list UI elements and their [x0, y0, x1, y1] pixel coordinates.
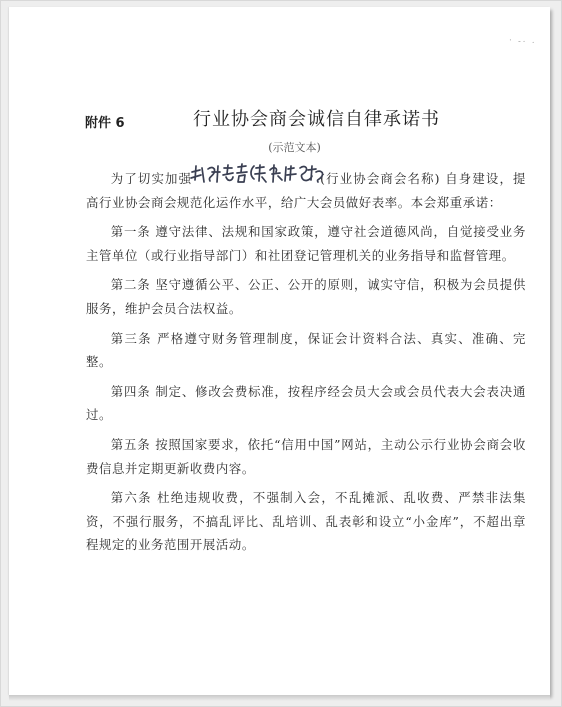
article-1: 第一条 遵守法律、法规和国家政策，遵守社会道德风尚，自觉接受业务主管单位（或行业指导部门）和社团登记管理机关的业务指导和监督管理。: [86, 224, 526, 263]
title-row: [85, 105, 505, 133]
intro-text-after: (行业协会商会名称) 自身建设，提高行业协会商会规范化运作水平，给广大会员做好表率。本会郑重承诺：: [86, 171, 526, 210]
signature-image: [188, 160, 328, 188]
handwritten-signature: [192, 169, 320, 183]
document-page: [9, 7, 550, 695]
page-shadow: [9, 695, 550, 701]
document-title: 行业协会商会诚信自律承诺书: [193, 109, 440, 130]
attachment-label: 附件 6: [85, 116, 125, 131]
article-4: 第四条 制定、修改会费标准，按程序经会员大会或会员代表大会表决通过。: [86, 383, 526, 423]
intro-paragraph: [86, 167, 526, 214]
article-6: 第六条 杜绝违规收费，不强制入会，不乱摊派、乱收费、严禁非法集资，不强行服务，不搞乱评比、乱培训、乱表彰和设立“小金库”，不超出章程规定的业务范围开展活动。: [86, 490, 526, 553]
document-body: [86, 167, 526, 563]
intro-text-before: 为了切实加强: [110, 171, 193, 186]
sample-note: (示范文本): [268, 141, 321, 154]
article-2: 第二条 坚守遵循公平、公正、公开的原则，诚实守信，积极为会员提供服务，维护会员合法权益。: [86, 277, 526, 316]
scan-artifact: · -· ·: [508, 35, 537, 48]
article-5: 第五条 按照国家要求，依托“信用中国”网站，主动公示行业协会商会收费信息并定期更新收费内容。: [86, 436, 526, 476]
article-3: 第三条 严格遵守财务管理制度，保证会计资料合法、真实、准确、完整。: [86, 330, 526, 370]
